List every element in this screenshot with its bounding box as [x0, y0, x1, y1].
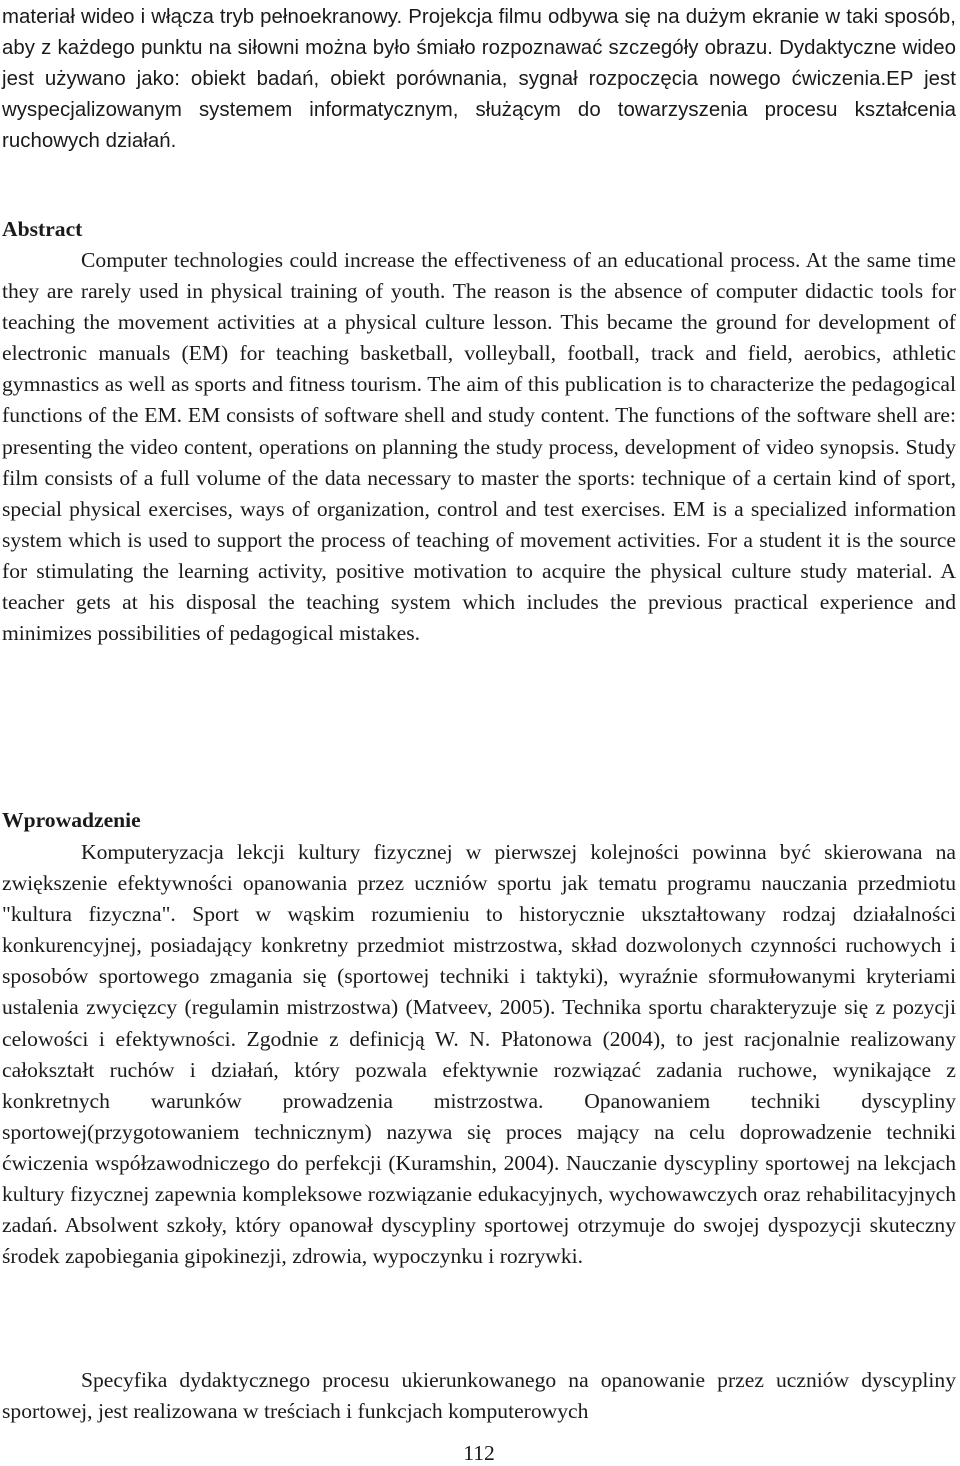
page-number: 112	[463, 1441, 495, 1465]
abstract-heading: Abstract	[2, 217, 83, 241]
document-page	[2, 0, 956, 1466]
introduction-paragraph-2: Specyfika dydaktycznego procesu ukierunkowanego na opanowanie przez uczniów dyscypliny sportowej, jest realizowana w treściach i funkcjach komputerowych	[2, 1368, 956, 1424]
introduction-paragraph-1: Komputeryzacja lekcji kultury fizycznej w pierwszej kolejności powinna być skierowana na zwiększenie efektywności opanowania przez uczniów sportu jak tematu programu nauczania przedmiotu "kultura fizyczna". Sport w wąskim rozumieniu to historycznie ukształtowany rodzaj działalności konkurencyjnej, posiadający konkretny przedmiot mistrzostwa, skład dozwolonych czynności ruchowych i sposobów sportowego zmagania się (sportowej techniki i taktyki), wyraźnie sformułowanymi kryteriami ustalenia zwycięzcy (regulamin mistrzostwa) (Matveev, 2005). Technika sportu charakteryzuje się z pozycji celowości i efektywności. Zgodnie z definicją W. N. Płatonowa (2004), to jest racjonalnie realizowany całokształt ruchów i działań, który pozwala efektywnie rozwiązać zadania ruchowe, wynikające z konkretnych warunków prowadzenia mistrzostwa. Opanowaniem techniki dyscypliny sportowej(przygotowaniem technicznym) nazywa się proces mający na celu doprowadzenie techniki ćwiczenia współzawodniczego do perfekcji (Kuramshin, 2004). Nauczanie dyscypliny sportowej na lekcjach kultury fizycznej zapewnia kompleksowe rozwiązanie edukacyjnych, wychowawczych oraz rehabilitacyjnych zadań. Absolwent szkoły, który opanował dyscypliny sportowej otrzymuje do swojej dyspozycji skuteczny środek zapobiegania gipokinezji, zdrowia, wypoczynku i rozrywki.	[2, 840, 956, 1269]
abstract-paragraph: Computer technologies could increase the effectiveness of an educational process. At the same time they are rarely used in physical training of youth. The reason is the absence of computer didactic tools for teaching the movement activities at a physical culture lesson. This became the ground for development of electronic manuals (EM) for teaching basketball, volleyball, football, track and field, aerobics, athletic gymnastics as well as sports and fitness tourism. The aim of this publication is to characterize the pedagogical functions of the EM. EM consists of software shell and study content. The functions of the software shell are: presenting the video content, operations on planning the study process, development of video synopsis. Study film consists of a full volume of the data necessary to master the sports: technique of a certain kind of sport, special physical exercises, ways of organization, control and test exercises. EM is a specialized information system which is used to support the process of teaching of movement activities. For a student it is the source for stimulating the learning activity, positive motivation to acquire the physical culture study material. A teacher gets at his disposal the teaching system which includes the previous practical experience and minimizes possibilities of pedagogical mistakes.	[2, 248, 956, 646]
introduction-heading: Wprowadzenie	[2, 808, 141, 832]
polish-intro-paragraph: materiał wideo i włącza tryb pełnoekranowy. Projekcja filmu odbywa się na dużym ekranie w taki sposób, aby z każdego punktu na siłowni można było śmiało rozpoznawać szczegóły obrazu. Dydaktyczne wideo jest używano jako: obiekt badań, obiekt porównania, sygnał rozpoczęcia nowego ćwiczenia.EP jest wyspecjalizowanym systemem informatycznym, służącym do towarzyszenia procesu kształcenia ruchowych działań.	[2, 6, 956, 153]
